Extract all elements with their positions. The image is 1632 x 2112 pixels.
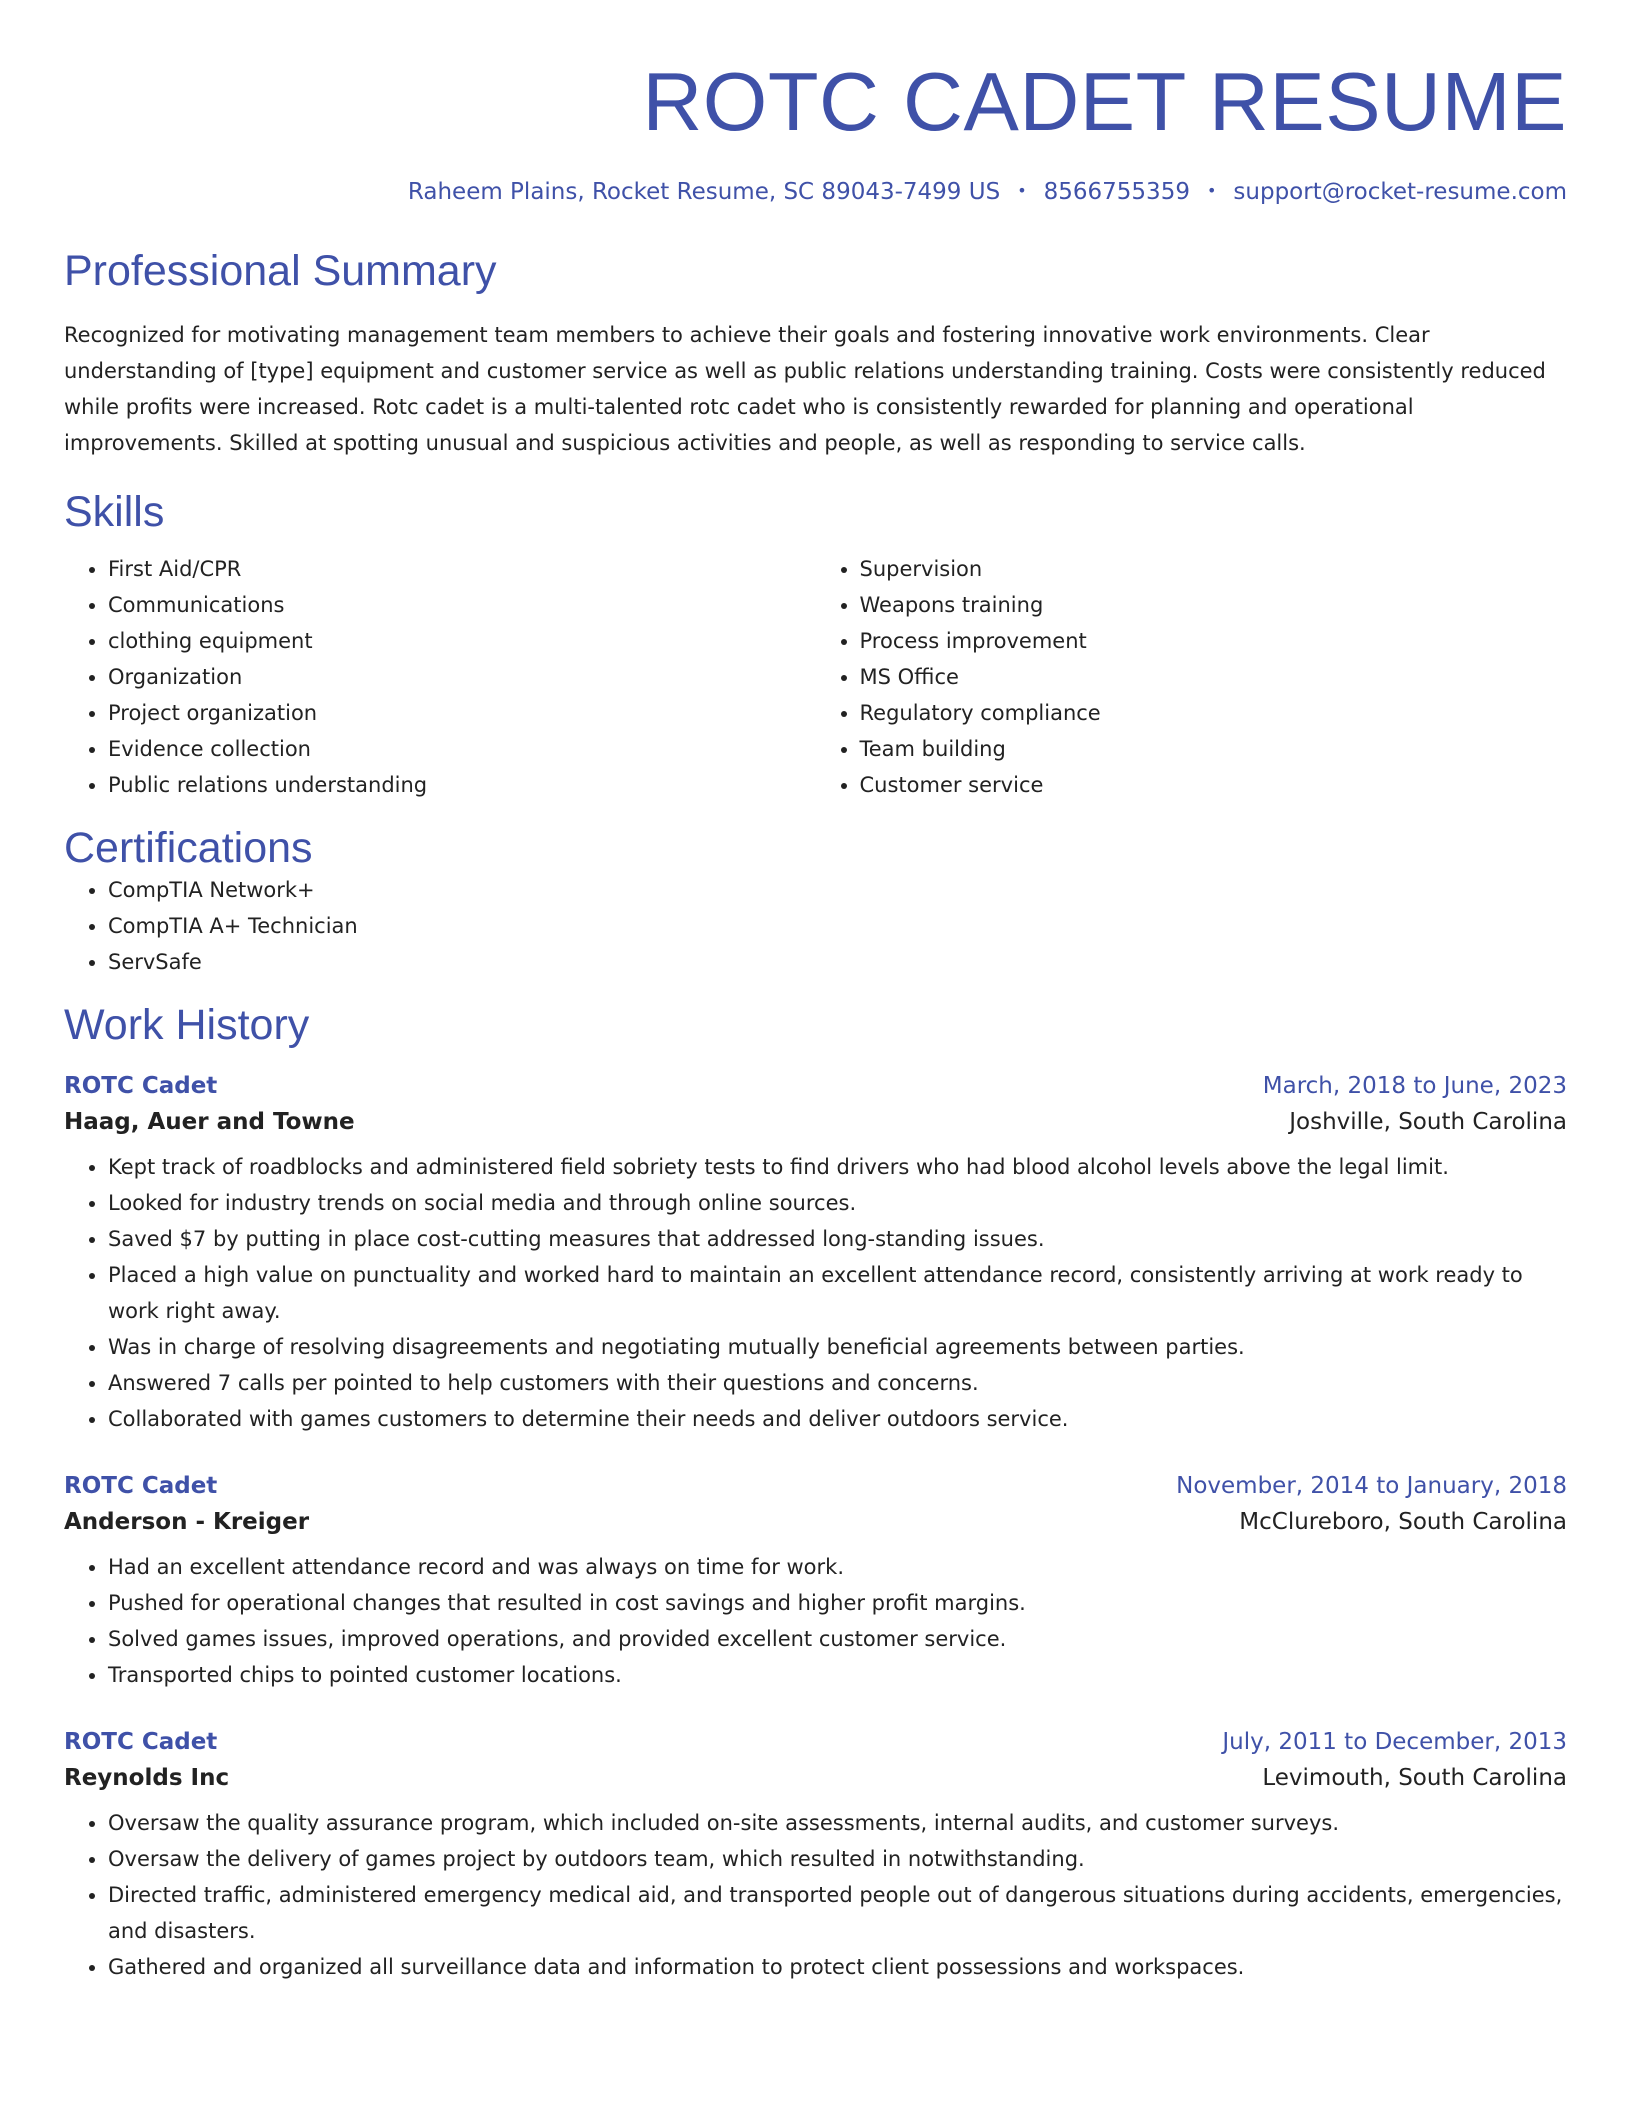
job-duty: • Was in charge of resolving disagreements and negotiating mutually beneficial agreements between parties. (108, 1329, 1567, 1365)
job-duties-list (64, 1149, 1567, 1437)
job-duty: • Collaborated with games customers to determine their needs and deliver outdoors service. (108, 1401, 1567, 1437)
skill-item: • MS Office (860, 659, 1568, 695)
summary-heading: Professional Summary (64, 247, 497, 295)
job-company-row (64, 1109, 1567, 1135)
resume-page (64, 0, 1567, 1985)
contact-phone: 8566755359 (1043, 179, 1190, 205)
skill-item: • Evidence collection (108, 731, 816, 767)
skills-heading: Skills (64, 488, 165, 537)
skill-item: • Process improvement (860, 623, 1568, 659)
skill-item: • Project organization (108, 695, 816, 731)
skill-item: • First Aid/CPR (108, 551, 816, 587)
job-duty: • Kept track of roadblocks and administered field sobriety tests to find drivers who had blood alcohol levels above the legal limit. (108, 1149, 1567, 1185)
job-company: Anderson - Kreiger (64, 1509, 310, 1536)
job-entry (64, 1473, 1567, 1693)
skill-item: • Public relations understanding (108, 767, 816, 803)
job-title-row (64, 1729, 1567, 1755)
skills-columns (64, 551, 1567, 803)
job-title-row (64, 1073, 1567, 1099)
skill-item: • Supervision (860, 551, 1568, 587)
certifications-list (64, 872, 1567, 980)
job-position: ROTC Cadet (64, 1473, 218, 1500)
contact-separator: • (1017, 181, 1027, 200)
job-duty: • Saved $7 by putting in place cost-cutting measures that addressed long-standing issues. (108, 1221, 1567, 1257)
work-history-heading: Work History (64, 1000, 310, 1049)
certifications-heading: Certifications (64, 823, 313, 872)
skill-item: • clothing equipment (108, 623, 816, 659)
job-duty: • Pushed for operational changes that resulted in cost savings and higher profit margins. (108, 1585, 1567, 1621)
contact-address: Raheem Plains, Rocket Resume, SC 89043-7499 US (407, 179, 1001, 205)
summary-text: Recognized for motivating management team members to achieve their goals and fostering innovative work environments. Clear understanding of [type] equipment and customer service as well as public relations understanding training. Costs were consistently reduced while profits were increased. Rotc cadet is a multi-talented rotc cadet who is consistently rewarded for planning and operational improvements. Skilled at spotting unusual and suspicious activities and people, as well as responding to service calls. (64, 323, 1546, 456)
job-location: Joshville, South Carolina (1289, 1109, 1567, 1136)
certification-item: • CompTIA A+ Technician (108, 908, 1567, 944)
contact-email: support@rocket-resume.com (1233, 179, 1567, 205)
skill-item: • Regulatory compliance (860, 695, 1568, 731)
job-entry (64, 1729, 1567, 1985)
contact-line (64, 179, 1567, 205)
job-duty: • Solved games issues, improved operations, and provided excellent customer service. (108, 1621, 1567, 1657)
job-duty: • Gathered and organized all surveillance data and information to protect client possessions and workspaces. (108, 1949, 1567, 1985)
job-dates: March, 2018 to June, 2023 (1262, 1073, 1567, 1100)
job-duty: • Directed traffic, administered emergency medical aid, and transported people out of dangerous situations during accidents, emergencies, and disasters. (108, 1877, 1567, 1949)
skill-item: • Organization (108, 659, 816, 695)
job-title-row (64, 1473, 1567, 1499)
job-duty: • Answered 7 calls per pointed to help customers with their questions and concerns. (108, 1365, 1567, 1401)
job-duty: • Transported chips to pointed customer locations. (108, 1657, 1567, 1693)
skills-list-left (64, 551, 816, 803)
certification-item: • ServSafe (108, 944, 1567, 980)
job-company-row (64, 1765, 1567, 1791)
job-duty: • Had an excellent attendance record and was always on time for work. (108, 1549, 1567, 1585)
skill-item: • Customer service (860, 767, 1568, 803)
job-duty: • Oversaw the delivery of games project by outdoors team, which resulted in notwithstanding. (108, 1841, 1567, 1877)
contact-separator: • (1206, 181, 1217, 200)
job-duty: • Oversaw the quality assurance program, which included on-site assessments, internal audits, and customer surveys. (108, 1805, 1567, 1841)
job-position: ROTC Cadet (64, 1073, 218, 1100)
job-location: McClureboro, South Carolina (1239, 1509, 1567, 1536)
skill-item: • Team building (860, 731, 1568, 767)
job-duties-list (64, 1549, 1567, 1693)
job-location: Levimouth, South Carolina (1262, 1765, 1567, 1792)
certification-item: • CompTIA Network+ (108, 872, 1567, 908)
job-duties-list (64, 1805, 1567, 1985)
job-dates: July, 2011 to December, 2013 (1222, 1729, 1567, 1756)
job-position: ROTC Cadet (64, 1729, 218, 1756)
job-duty: • Looked for industry trends on social media and through online sources. (108, 1185, 1567, 1221)
job-company-row (64, 1509, 1567, 1535)
job-company: Haag, Auer and Towne (64, 1109, 355, 1136)
resume-title: ROTC CADET RESUME (642, 55, 1567, 148)
job-company: Reynolds Inc (64, 1765, 230, 1792)
job-dates: November, 2014 to January, 2018 (1176, 1473, 1567, 1500)
skills-list-right (816, 551, 1568, 803)
skill-item: • Weapons training (860, 587, 1568, 623)
skill-item: • Communications (108, 587, 816, 623)
job-entry (64, 1073, 1567, 1437)
job-duty: • Placed a high value on punctuality and worked hard to maintain an excellent attendance record, consistently arriving at work ready to work right away. (108, 1257, 1567, 1329)
